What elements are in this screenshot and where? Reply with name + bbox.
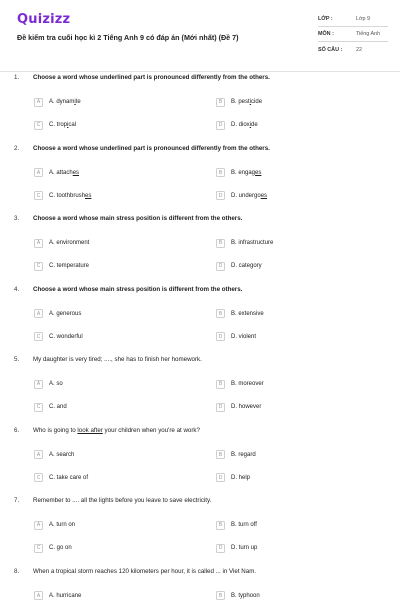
option-letter-box: A <box>34 591 43 600</box>
option-b[interactable] <box>216 308 264 320</box>
worksheet-meta <box>318 12 388 57</box>
worksheet-title: Đề kiểm tra cuối học kì 2 Tiếng Anh 9 có đáp án (Mới nhất) (Đề 7) <box>17 33 239 42</box>
option-b[interactable] <box>216 590 260 600</box>
option-letter-box: A <box>34 521 43 530</box>
option-text: B. pesticide <box>231 99 263 105</box>
meta-key: LỚP : <box>318 16 333 22</box>
option-letter-box: C <box>34 191 43 200</box>
question-number: 5. <box>14 356 20 363</box>
option-a[interactable] <box>34 519 75 531</box>
question-number: 4. <box>14 285 20 293</box>
question-text <box>33 427 383 434</box>
question-number: 7. <box>14 497 20 504</box>
meta-row-subject <box>318 27 388 42</box>
question-number: 6. <box>14 426 20 434</box>
option-text: C. toothbrushes <box>49 192 92 199</box>
option-c[interactable] <box>34 331 83 343</box>
option-letter-box: B <box>216 309 225 318</box>
option-letter-box: C <box>34 332 43 341</box>
option-d[interactable] <box>216 190 267 202</box>
question-number: 1. <box>14 74 20 81</box>
option-b[interactable] <box>216 378 264 390</box>
option-text: B. regard <box>231 451 256 458</box>
option-letter-box: D <box>216 191 225 200</box>
option-text: B. turn off <box>231 522 257 528</box>
option-text: D. turn up <box>231 545 258 551</box>
option-letter-box: A <box>34 450 43 459</box>
meta-value: Tiếng Anh <box>356 31 381 37</box>
option-text: D. dioxide <box>231 122 258 128</box>
option-text: A. generous <box>49 310 82 317</box>
option-letter-box: C <box>34 544 43 553</box>
option-letter-box: A <box>34 380 43 389</box>
option-c[interactable] <box>34 119 76 131</box>
option-text: A. so <box>49 381 63 387</box>
question-underlined-phrase: look after <box>77 426 103 434</box>
underlined-part: es <box>72 169 80 176</box>
meta-row-question-count <box>318 42 388 57</box>
option-a[interactable] <box>34 167 79 179</box>
question-text-post: your children when you're at work? <box>102 426 200 434</box>
meta-key: MÔN : <box>318 31 334 37</box>
option-text: A. attaches <box>49 169 80 176</box>
option-text: B. infrastructure <box>231 240 274 246</box>
option-letter-box: D <box>216 473 225 482</box>
underlined-part: i <box>74 99 76 105</box>
option-letter-box: D <box>216 403 225 412</box>
question-number: 2. <box>14 144 20 152</box>
option-text: A. search <box>49 451 75 458</box>
meta-value: Lớp 9 <box>356 16 371 22</box>
option-letter-box: C <box>34 403 43 412</box>
option-text: A. environment <box>49 240 90 246</box>
option-letter-box: C <box>34 121 43 130</box>
option-text: C. tropical <box>49 122 77 128</box>
option-b[interactable] <box>216 237 273 249</box>
option-letter-box: B <box>216 380 225 389</box>
underlined-part: i <box>249 99 252 105</box>
question-text: Remember to .... all the lights before you leave to save electricity. <box>33 497 212 504</box>
question-text: My daughter is very tired; ...., she has to finish her homework. <box>33 356 202 363</box>
option-a[interactable] <box>34 237 89 249</box>
option-a[interactable] <box>34 378 63 390</box>
option-text: A. turn on <box>49 522 76 528</box>
meta-row-class <box>318 12 388 27</box>
meta-value: 22 <box>356 46 362 53</box>
question-text: Choose a word whose underlined part is pronounced differently from the others. <box>33 74 270 81</box>
option-c[interactable] <box>34 260 89 272</box>
option-text: C. wonderful <box>49 333 83 340</box>
option-text: A. hurricane <box>49 592 82 599</box>
meta-key: SỐ CÂU : <box>318 46 343 53</box>
option-d[interactable] <box>216 542 257 554</box>
option-c[interactable] <box>34 190 91 202</box>
worksheet-header <box>0 0 400 70</box>
underlined-part: es <box>260 192 268 199</box>
option-a[interactable] <box>34 308 81 320</box>
question-number: 8. <box>14 567 20 575</box>
option-letter-box: A <box>34 168 43 177</box>
option-b[interactable] <box>216 167 261 179</box>
option-d[interactable] <box>216 472 250 484</box>
option-letter-box: B <box>216 98 225 107</box>
option-d[interactable] <box>216 401 261 413</box>
option-b[interactable] <box>216 519 257 531</box>
option-letter-box: D <box>216 262 225 271</box>
question-number: 3. <box>14 215 20 222</box>
option-d[interactable] <box>216 119 258 131</box>
question-text: When a tropical storm reaches 120 kilometers per hour, it is called ... in Viet Nam. <box>33 567 257 575</box>
option-letter-box: B <box>216 239 225 248</box>
option-a[interactable] <box>34 590 81 600</box>
option-d[interactable] <box>216 331 256 343</box>
option-text: D. undergoes <box>231 192 268 199</box>
option-text: D. help <box>231 474 251 481</box>
option-text: B. typhoon <box>231 592 260 599</box>
option-text: A. dynamite <box>49 99 81 105</box>
option-letter-box: B <box>216 591 225 600</box>
option-text: C. go on <box>49 545 72 551</box>
option-letter-box: C <box>34 262 43 271</box>
option-letter-box: D <box>216 121 225 130</box>
header-divider <box>0 71 400 72</box>
option-a[interactable] <box>34 449 74 461</box>
option-text: B. extensive <box>231 310 264 317</box>
option-letter-box: D <box>216 544 225 553</box>
option-letter-box: D <box>216 332 225 341</box>
option-d[interactable] <box>216 260 262 272</box>
option-b[interactable] <box>216 449 256 461</box>
underlined-part: i <box>249 122 252 128</box>
option-letter-box: B <box>216 521 225 530</box>
option-text: D. category <box>231 263 262 269</box>
option-letter-box: B <box>216 450 225 459</box>
option-letter-box: B <box>216 168 225 177</box>
option-text: C. temperature <box>49 263 90 269</box>
question-text-pre: Who is going to <box>33 426 78 434</box>
option-letter-box: C <box>34 473 43 482</box>
option-text: C. take care of <box>49 474 89 481</box>
option-c[interactable] <box>34 542 72 554</box>
quizizz-logo: Quizizz <box>17 12 71 27</box>
question-text: Choose a word whose main stress position is different from the others. <box>33 215 243 222</box>
underlined-part: es <box>255 169 262 176</box>
option-text: D. however <box>231 404 262 410</box>
question-text: Choose a word whose underlined part is pronounced differently from the others. <box>33 144 270 152</box>
option-text: D. violent <box>231 333 257 340</box>
option-c[interactable] <box>34 401 67 413</box>
option-letter-box: A <box>34 239 43 248</box>
question-text: Choose a word whose main stress position is different from the others. <box>33 285 243 293</box>
option-text: C. and <box>49 404 67 410</box>
option-b[interactable] <box>216 96 262 108</box>
option-letter-box: A <box>34 309 43 318</box>
option-a[interactable] <box>34 96 81 108</box>
option-text: B. moreover <box>231 381 264 387</box>
option-text: B. engages <box>231 169 262 176</box>
underlined-part: i <box>67 122 69 128</box>
underlined-part: es <box>85 192 92 199</box>
option-letter-box: A <box>34 98 43 107</box>
option-c[interactable] <box>34 472 88 484</box>
